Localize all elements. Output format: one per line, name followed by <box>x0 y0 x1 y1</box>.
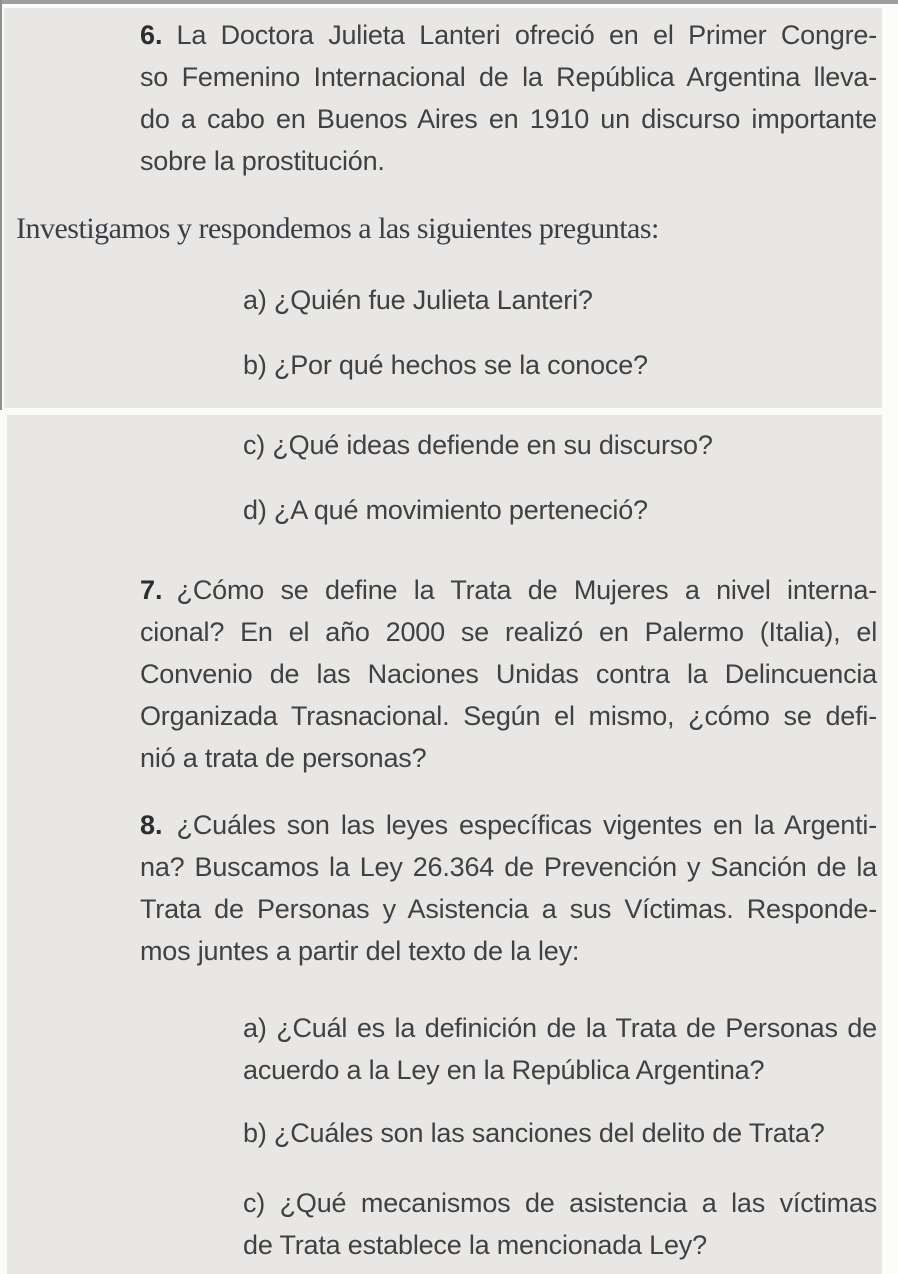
intro-sentence: Investigamos y respondemos a las siguientes preguntas: <box>16 212 659 245</box>
question-8a: a) ¿Cuál es la definición de la Trata de Personas de acuerdo a la Ley en la República Argentina? <box>243 1013 877 1085</box>
item-number: 7. <box>140 575 163 605</box>
question-d: d) ¿A qué movimiento perteneció? <box>243 495 648 525</box>
question-a: a) ¿Quién fue Julieta Lanteri? <box>243 285 593 315</box>
question-c: c) ¿Qué ideas defiende en su discurso? <box>243 430 713 460</box>
item-number: 8. <box>140 810 163 840</box>
question-8b: b) ¿Cuáles son las sanciones del delito de Trata? <box>243 1118 825 1148</box>
activity-panel-top <box>4 8 882 408</box>
page-left-edge-line <box>0 0 2 410</box>
page-top-edge-line <box>0 0 898 4</box>
numbered-item-8: 8. ¿Cuáles son las leyes específicas vigentes en la Argenti- na? Buscamos la Ley 26.364 de Prevención y Sanción de la Trata de Personas y Asistencia a sus Víctimas. Responde- mos juntes a partir del texto de la ley: <box>140 810 877 966</box>
numbered-item-6: 6. La Doctora Julieta Lanteri ofreció en el Primer Congre- so Femenino Internacional de la República Argentina lleva- do a cabo en Buenos Aires en 1910 un discurso importante sobre la prostitución. <box>140 20 877 176</box>
item-number: 6. <box>140 20 163 50</box>
numbered-item-7: 7. ¿Cómo se define la Trata de Mujeres a nivel interna- cional? En el año 2000 se realizó en Palermo (Italia), el Convenio de las Naciones Unidas contra la Delincuencia Organizada Trasnacional. Según el mismo, ¿cómo se defi- nió a trata de personas? <box>140 575 877 773</box>
question-b: b) ¿Por qué hechos se la conoce? <box>243 350 648 380</box>
question-8c: c) ¿Qué mecanismos de asistencia a las víctimas de Trata establece la mencionada Ley? <box>243 1188 877 1260</box>
activity-panel-bottom <box>7 415 882 1274</box>
